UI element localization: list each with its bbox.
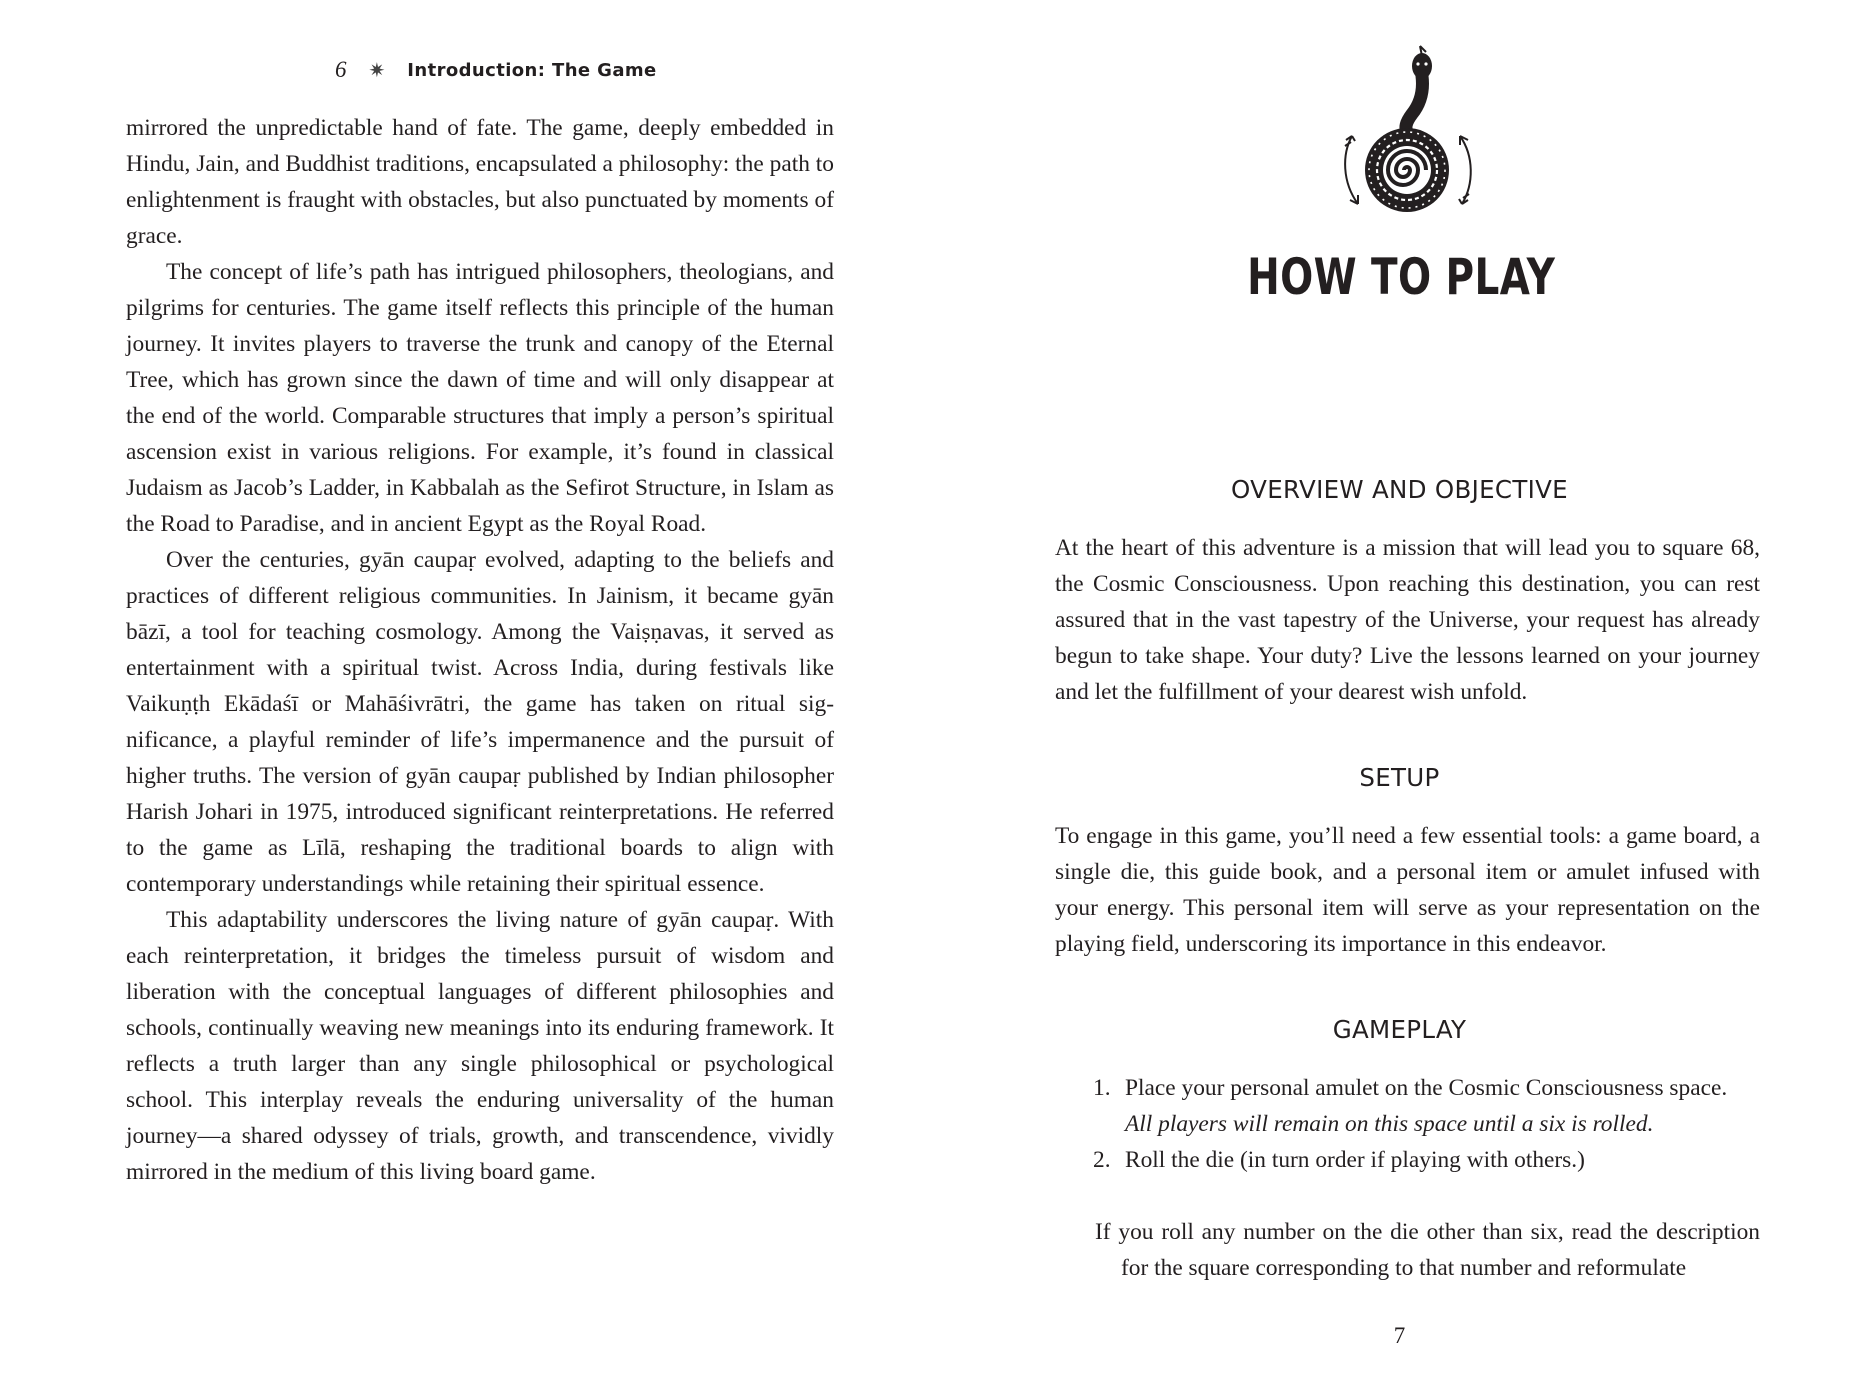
- right-page: [933, 0, 1866, 1400]
- step-note: All players will remain on this space until a six is rolled.: [1125, 1111, 1654, 1137]
- step-text: Roll the die (in turn order if playing with others.): [1125, 1147, 1585, 1173]
- page-number-right: 7: [1393, 1323, 1406, 1348]
- overview-text: [1055, 530, 1760, 710]
- paragraph: This adaptability underscores the living nature of gyān caupaṛ. With each reinterpretation, it bridges the timeless pursuit of wisdom and liberation with the conceptual languages of different philosophies and schools, continually weaving new meanings into its enduring framework. It reflects a truth larger than any single philosophical or psychological school. This interplay reveals the enduring universality of the human journey—a shared odyssey of trials, growth, and transcendence, vividly mirrored in the medium of this living board game.: [126, 907, 834, 1185]
- list-item: [1093, 1070, 1763, 1142]
- coiled-snake-icon: [1334, 42, 1480, 230]
- roll-instructions: If you roll any number on the die other than six, read the description for the square corresponding to that number and reformulate: [1095, 1219, 1760, 1281]
- body-text: [126, 110, 834, 1190]
- paragraph: At the heart of this adventure is a mission that will lead you to square 68, the Cosmic Consciousness. Upon reaching this destination, you can rest assured that in the vast tapestry of the Universe, your request has already begun to take shape. Your duty? Live the lessons learned on your journey and let the fulfillment of your dearest wish unfold.: [1055, 535, 1760, 705]
- gameplay-steps: [1093, 1070, 1763, 1178]
- section-heading-setup: SETUP: [1359, 763, 1440, 792]
- running-head-title: Introduction: The Game: [407, 59, 657, 81]
- paragraph: mirrored the unpredictable hand of fate. The game, deeply embedded in Hindu, Jain, and Buddhist traditions, encapsulated a philosophy: the path to enlightenment is fraught with obstacles, but also punctuated by moments of grace.: [126, 115, 834, 249]
- section-heading-overview: OVERVIEW AND OBJECTIVE: [1231, 475, 1568, 504]
- setup-text: [1055, 818, 1760, 962]
- paragraph: The concept of life’s path has intrigued philosophers, theologians, and pilgrims for centuries. The game itself reflects this principle of the human journey. It invites players to traverse the trunk and canopy of the Eternal Tree, which has grown since the dawn of time and will only disappear at the end of the world. Comparable structures that imply a person’s spiritual ascension exist in various religions. For example, it’s found in classical Judaism as Jacob’s Ladder, in Kabbalah as the Sefirot Structure, in Islam as the Road to Paradise, and in ancient Egypt as the Royal Road.: [126, 259, 834, 537]
- section-heading-gameplay: GAMEPLAY: [1332, 1015, 1467, 1044]
- step-number: 1.: [1093, 1075, 1111, 1101]
- chapter-title: HOW TO PLAY: [1247, 248, 1556, 306]
- paragraph: To engage in this game, you’ll need a few essential tools: a game board, a single die, this guide book, and a personal item or amulet infused with your energy. This personal item will serve as your representation on the playing field, underscoring its importance in this endeavor.: [1055, 823, 1760, 957]
- step-number: 2.: [1093, 1147, 1111, 1173]
- running-head: [335, 57, 657, 83]
- step-text: Place your personal amulet on the Cosmic Consciousness space.: [1125, 1075, 1728, 1101]
- star-ornament-icon: ✷: [368, 59, 386, 82]
- paragraph: Over the centuries, gyān caupaṛ evolved, adapting to the beliefs and practices of different religious communities. In Jainism, it became gyān bāzī, a tool for teaching cosmology. Among the Vaiṣṇavas, it served as entertainment with a spiritual twist. Across India, during festivals like Vaikuṇṭh Ekādaśī or Mahāśivrātri, the game has taken on ritual significance, a playful reminder of life’s impermanence and the pursuit of higher truths. The version of gyān caupaṛ published by Indian philosopher Harish Johari in 1975, introduced significant reinterpretations. He referred to the game as Līlā, reshaping the traditional boards to align with contemporary understandings while retaining their spiritual essence.: [126, 547, 834, 897]
- page-number-left: 6: [335, 57, 347, 82]
- list-item: [1093, 1142, 1763, 1178]
